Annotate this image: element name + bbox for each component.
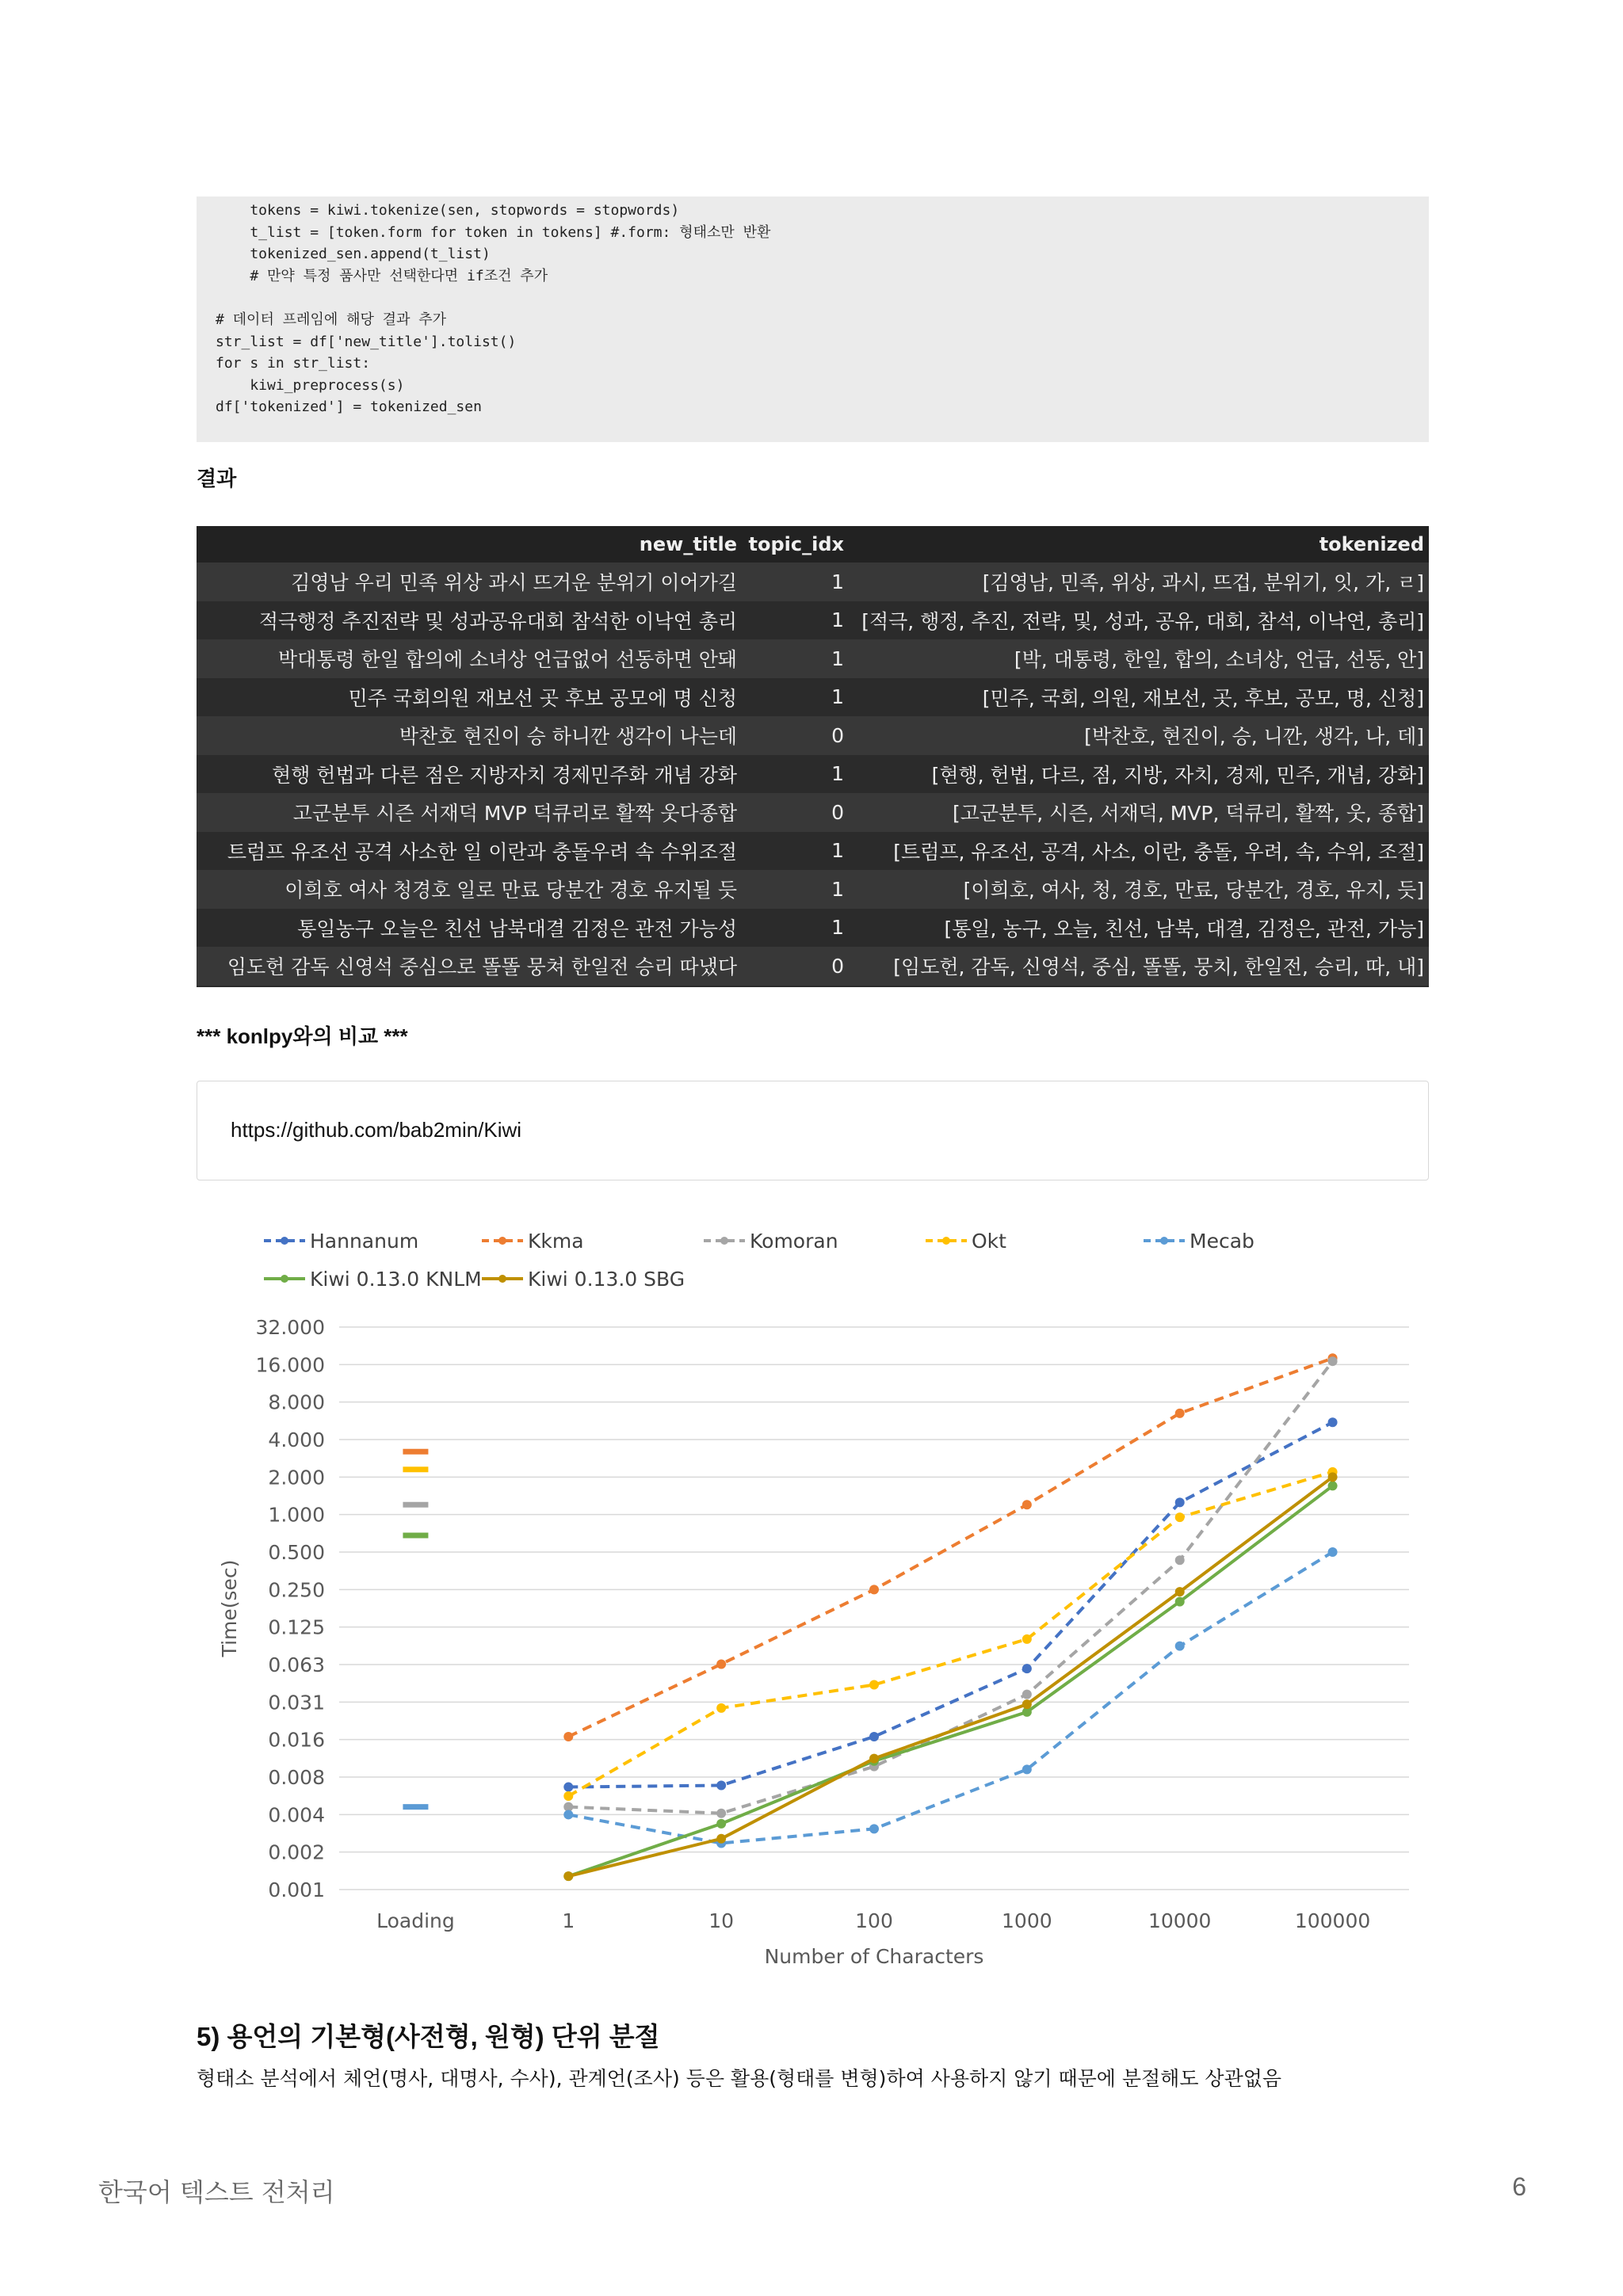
code-line: # 만약 특정 품사만 선택한다면 if조건 추가: [216, 267, 548, 284]
y-tick-label: 2.000: [268, 1466, 325, 1489]
github-link[interactable]: https://github.com/bab2min/Kiwi: [231, 1118, 522, 1142]
data-point: [869, 1732, 879, 1741]
table-row: [197, 601, 1429, 640]
data-point: [563, 1810, 573, 1819]
cell-new-title: 현행 헌법과 다른 점은 지방자치 경제민주화 개념 강화: [272, 763, 737, 787]
data-point: [1175, 1555, 1185, 1565]
y-tick-label: 0.063: [268, 1653, 325, 1676]
y-tick-label: 0.004: [268, 1803, 325, 1827]
y-tick-label: 0.016: [268, 1728, 325, 1752]
section-text: 형태소 분석에서 체언(명사, 대명사, 수사), 관계언(조사) 등은 활용(형태를 변형)하여 사용하지 않기 때문에 분절해도 상관없음: [197, 2067, 1282, 2090]
legend-label: Kiwi 0.13.0 SBG: [528, 1268, 685, 1291]
y-tick-label: 8.000: [268, 1390, 325, 1414]
link-box[interactable]: [197, 1081, 1429, 1180]
x-tick-label: 1: [562, 1909, 575, 1932]
data-point: [1022, 1634, 1032, 1644]
table-row: [197, 832, 1429, 871]
cell-new-title: 박찬호 현진이 승 하니깐 생각이 나는데: [399, 725, 737, 749]
cell-tokenized: [이희호, 여사, 청, 경호, 만료, 당분간, 경호, 유지, 듯]: [963, 879, 1424, 902]
benchmark-chart: [197, 1212, 1433, 1981]
y-tick-label: 1.000: [268, 1503, 325, 1527]
x-tick-label: 10: [708, 1909, 735, 1932]
data-point: [1022, 1690, 1032, 1699]
code-line: # 데이터 프레임에 해당 결과 추가: [216, 311, 447, 328]
data-point: [1022, 1664, 1032, 1673]
table-row: [197, 563, 1429, 601]
cell-tokenized: [임도헌, 감독, 신영석, 중심, 똘똘, 뭉치, 한일전, 승리, 따, 내]: [893, 955, 1424, 979]
data-point: [1175, 1497, 1185, 1507]
cell-tokenized: [민주, 국회, 의원, 재보선, 곳, 후보, 공모, 명, 신청]: [982, 686, 1424, 710]
data-point: [716, 1834, 726, 1844]
legend-marker: [281, 1237, 288, 1245]
cell-topic-idx: 1: [831, 877, 844, 901]
legend-marker: [720, 1237, 728, 1245]
series-line: [568, 1552, 1332, 1844]
y-tick-label: 32.000: [255, 1316, 325, 1339]
cell-topic-idx: 1: [831, 570, 844, 593]
code-line: df['tokenized'] = tokenized_sen: [216, 399, 482, 416]
data-point: [1328, 1417, 1338, 1427]
x-tick-label: 1000: [1002, 1909, 1052, 1932]
cell-topic-idx: 1: [831, 839, 844, 863]
page-number: 6: [1512, 2172, 1526, 2201]
dataframe-table: [197, 526, 1429, 987]
y-tick-label: 4.000: [268, 1428, 325, 1451]
column-header-topic-idx: topic_idx: [748, 533, 844, 555]
code-line: t_list = [token.form for token in tokens] #.form: 형태소만 반환: [216, 223, 771, 241]
legend-marker: [498, 1237, 506, 1245]
cell-tokenized: [박찬호, 현진이, 승, 니깐, 생각, 나, 데]: [1084, 725, 1424, 749]
data-point: [1328, 1356, 1338, 1366]
cell-topic-idx: 0: [831, 723, 844, 747]
x-tick-label: 100000: [1294, 1909, 1371, 1932]
cell-tokenized: [고군분투, 시즌, 서재덕, MVP, 덕큐리, 활짝, 웃, 종합]: [952, 802, 1424, 826]
data-point: [1022, 1764, 1032, 1774]
legend-marker: [281, 1275, 288, 1283]
table-row: [197, 678, 1429, 717]
data-point: [1175, 1512, 1185, 1522]
data-point: [869, 1585, 879, 1594]
legend-label: Kkma: [528, 1230, 584, 1253]
y-tick-label: 0.002: [268, 1840, 325, 1864]
legend-marker: [498, 1275, 506, 1283]
cell-tokenized: [박, 대통령, 한일, 합의, 소녀상, 언급, 선동, 안]: [1014, 648, 1424, 672]
data-point: [1175, 1642, 1185, 1651]
legend-label: Kiwi 0.13.0 KNLM: [310, 1268, 482, 1291]
cell-new-title: 이희호 여사 청경호 일로 만료 당분간 경호 유지될 듯: [285, 879, 737, 902]
legend-marker: [942, 1237, 950, 1245]
cell-new-title: 민주 국회의원 재보선 곳 후보 공모에 명 신청: [348, 686, 737, 710]
data-point: [1175, 1597, 1185, 1607]
code-line: tokens = kiwi.tokenize(sen, stopwords = stopwords): [216, 202, 680, 219]
cell-new-title: 통일농구 오늘은 친선 남북대결 김정은 관전 가능성: [297, 917, 737, 940]
cell-topic-idx: 1: [831, 685, 844, 709]
table-body: [197, 563, 1429, 986]
series-line: [568, 1472, 1332, 1796]
cell-topic-idx: 1: [831, 608, 844, 632]
series-line: [568, 1361, 1332, 1814]
compare-heading: *** konlpy와의 비교 ***: [197, 1024, 408, 1048]
table-row: [197, 639, 1429, 678]
y-tick-label: 0.250: [268, 1578, 325, 1602]
data-point: [716, 1703, 726, 1713]
cell-new-title: 적극행정 추진전략 및 성과공유대회 참석한 이낙연 총리: [258, 609, 737, 633]
table-row: [197, 716, 1429, 755]
data-point: [869, 1824, 879, 1833]
data-point: [869, 1754, 879, 1764]
x-tick-label: Loading: [376, 1909, 455, 1932]
code-line: tokenized_sen.append(t_list): [216, 246, 491, 263]
cell-new-title: 트럼프 유조선 공격 사소한 일 이란과 충돌우려 속 수위조절: [227, 840, 737, 864]
section-heading: 5) 용언의 기본형(사전형, 원형) 단위 분절: [197, 2022, 660, 2051]
code-line: kiwi_preprocess(s): [216, 376, 405, 394]
footer-title: 한국어 텍스트 전처리: [98, 2177, 335, 2207]
data-point: [563, 1871, 573, 1881]
series-line: [568, 1358, 1332, 1737]
data-point: [716, 1809, 726, 1818]
legend-marker: [1160, 1237, 1168, 1245]
column-header-tokenized: tokenized: [1319, 533, 1424, 555]
code-line: str_list = df['new_title'].tolist(): [216, 333, 517, 350]
cell-tokenized: [현행, 헌법, 다르, 점, 지방, 자치, 경제, 민주, 개념, 강화]: [931, 763, 1424, 787]
code-line: [216, 287, 1429, 309]
legend-label: Mecab: [1190, 1230, 1254, 1253]
y-tick-label: 16.000: [255, 1353, 325, 1377]
table-row: [197, 947, 1429, 986]
data-point: [1328, 1481, 1338, 1490]
table-row: [197, 909, 1429, 948]
y-tick-label: 0.008: [268, 1766, 325, 1789]
data-point: [1175, 1409, 1185, 1418]
cell-tokenized: [트럼프, 유조선, 공격, 사소, 이란, 충돌, 우려, 속, 수위, 조절]: [893, 840, 1424, 864]
data-point: [716, 1659, 726, 1669]
data-point: [716, 1780, 726, 1790]
data-point: [1175, 1587, 1185, 1596]
column-header-new-title: new_title: [639, 533, 737, 555]
legend-label: Okt: [972, 1230, 1006, 1253]
table-row: [197, 755, 1429, 794]
x-tick-label: 100: [855, 1909, 893, 1932]
data-point: [563, 1783, 573, 1792]
result-heading: 결과: [197, 467, 237, 490]
cell-topic-idx: 1: [831, 762, 844, 786]
cell-new-title: 김영남 우리 민족 위상 과시 뜨거운 분위기 이어가길: [291, 571, 737, 595]
y-tick-label: 0.500: [268, 1541, 325, 1564]
cell-topic-idx: 1: [831, 916, 844, 940]
data-point: [716, 1819, 726, 1829]
y-tick-label: 0.125: [268, 1615, 325, 1639]
x-tick-label: 10000: [1148, 1909, 1212, 1932]
cell-topic-idx: 1: [831, 646, 844, 670]
cell-topic-idx: 0: [831, 800, 844, 824]
cell-tokenized: [김영남, 민족, 위상, 과시, 뜨겁, 분위기, 잇, 가, ㄹ]: [982, 571, 1424, 595]
code-block: [197, 196, 1429, 442]
table-row: [197, 793, 1429, 832]
y-tick-label: 0.001: [268, 1878, 325, 1901]
cell-tokenized: [적극, 행정, 추진, 전략, 및, 성과, 공유, 대회, 참석, 이낙연, 총리]: [861, 609, 1424, 633]
data-point: [563, 1791, 573, 1801]
y-tick-label: 0.031: [268, 1691, 325, 1714]
data-point: [1022, 1699, 1032, 1709]
data-point: [1328, 1547, 1338, 1557]
legend-label: Hannanum: [310, 1230, 419, 1253]
legend-label: Komoran: [750, 1230, 838, 1253]
cell-new-title: 고군분투 시즌 서재덕 MVP 덕큐리로 활짝 웃다종합: [292, 802, 737, 826]
y-axis-label: Time(sec): [218, 1559, 241, 1657]
data-point: [1328, 1472, 1338, 1482]
cell-new-title: 임도헌 감독 신영석 중심으로 똘똘 뭉쳐 한일전 승리 따냈다: [227, 955, 737, 979]
cell-tokenized: [통일, 농구, 오늘, 친선, 남북, 대결, 김정은, 관전, 가능]: [944, 917, 1424, 940]
data-point: [563, 1732, 573, 1741]
x-axis-label: Number of Characters: [764, 1945, 984, 1968]
table-row: [197, 870, 1429, 909]
data-point: [1022, 1500, 1032, 1509]
cell-new-title: 박대통령 한일 합의에 소녀상 언급없어 선동하면 안돼: [278, 648, 737, 672]
code-line: for s in str_list:: [216, 355, 371, 372]
table-header-row: [197, 526, 1429, 563]
data-point: [869, 1680, 879, 1690]
cell-topic-idx: 0: [831, 954, 844, 978]
series-line: [568, 1477, 1332, 1876]
